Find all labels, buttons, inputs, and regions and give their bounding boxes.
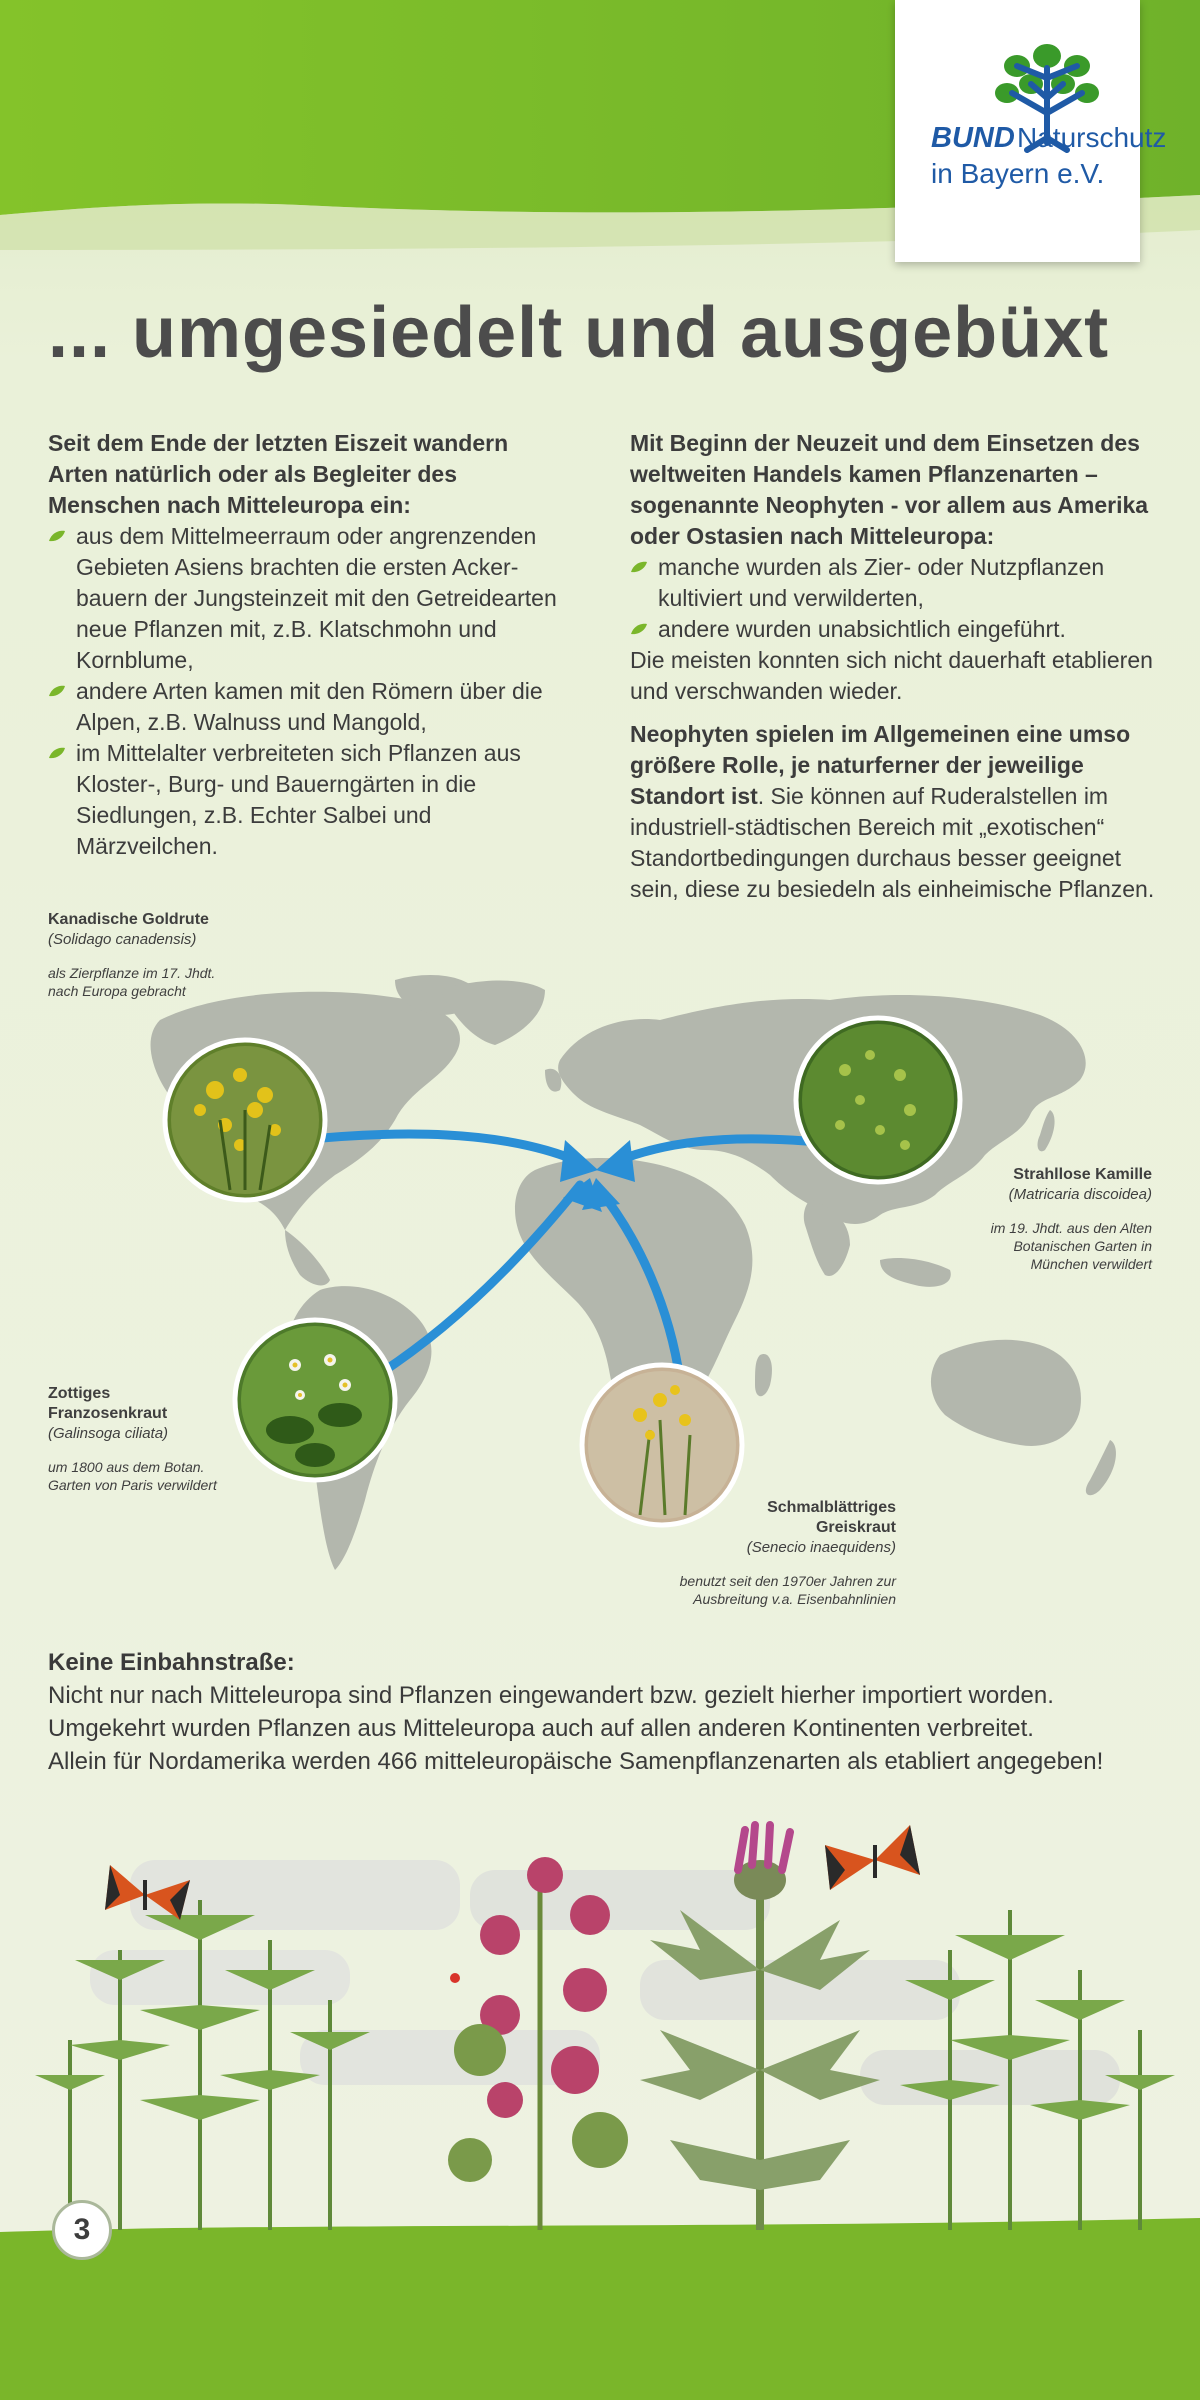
left-bullet: andere Arten kamen mit den Römern über die Alpen, z.B. Walnuss und Mangold,	[48, 676, 568, 738]
left-bullet: im Mittelalter verbreiteten sich Pflanzen aus Kloster-, Burg- und Bauerngärten in die Siedlungen, z.B. Echter Salbei und Märzveilchen.	[48, 738, 568, 862]
right-text2-rest: . Sie können auf Ruderalstellen im industriell-städtischen Bereich mit „exotischen“ Standortbedingungen durchaus besser geeignet sein, diese zu besiedeln als einheimische Pflanzen.	[630, 783, 1155, 902]
bottom-line: Umgekehrt wurden Pflanzen aus Mitteleuropa auch auf allen anderen Kontinenten verbreitet.	[48, 1715, 1034, 1742]
logo-brand: BUND	[931, 122, 1015, 154]
caption-greiskraut	[620, 1498, 896, 1608]
leaf-icon	[48, 747, 66, 759]
plant-latin: (Matricaria discoidea)	[1008, 1186, 1152, 1203]
leaf-icon	[48, 685, 66, 697]
nettle-leaves-left	[35, 1915, 370, 2120]
plant-name: Schmalblättriges Greiskraut	[767, 1499, 896, 1536]
plant-note: als Zierpflanze im 17. Jhdt. nach Europa gebracht	[48, 965, 216, 999]
plant-name: Zottiges Franzosenkraut	[48, 1385, 168, 1422]
plant-name: Strahllose Kamille	[1013, 1166, 1152, 1183]
bottom-line: Allein für Nordamerika werden 466 mitteleuropäische Samenpflanzenarten als etabliert angegeben!	[48, 1748, 1104, 1775]
left-lead: Seit dem Ende der letzten Eiszeit wandern Arten natürlich oder als Begleiter des Menschen nach Mitteleuropa ein:	[48, 430, 509, 518]
butterfly-icon	[105, 1865, 190, 1920]
bottom-heading: Keine Einbahnstraße:	[48, 1649, 295, 1676]
plant-illustration	[0, 1800, 1200, 2240]
right-column	[630, 428, 1155, 905]
nettle-leaves-right	[900, 1935, 1175, 2120]
butterfly-icon	[825, 1825, 920, 1890]
right-lead: Mit Beginn der Neuzeit und dem Einsetzen des weltweiten Handels kamen Pflanzenarten – sogenannte Neophyten - vor allem aus Amerika oder Ostasien nach Mitteleuropa:	[630, 430, 1149, 549]
right-bullet: manche wurden als Zier- oder Nutzpflanzen kultiviert und verwilderten,	[630, 552, 1155, 614]
page-title: ... umgesiedelt und ausgebüxt	[48, 293, 1110, 373]
left-column	[48, 428, 568, 862]
photo-goldrute	[165, 1040, 325, 1200]
photo-franzosenkraut	[235, 1320, 395, 1480]
world-map	[0, 960, 1200, 1640]
plant-note: benutzt seit den 1970er Jahren zur Ausbreitung v.a. Eisenbahnlinien	[679, 1573, 896, 1607]
right-bullet: andere wurden unabsichtlich eingeführt.	[630, 614, 1155, 645]
bund-logo[interactable]	[895, 0, 1167, 262]
caption-franzosenkraut	[48, 1384, 217, 1494]
plant-latin: (Galinsoga ciliata)	[48, 1425, 169, 1442]
nettle-plants-left	[70, 1900, 330, 2230]
leaf-icon	[630, 561, 648, 573]
leaf-icon	[630, 623, 648, 635]
leaf-icon	[48, 530, 66, 542]
plant-note: um 1800 aus dem Botan. Garten von Paris verwildert	[48, 1459, 217, 1493]
caption-kamille	[880, 1165, 1152, 1273]
caption-goldrute	[48, 910, 215, 1000]
plant-latin: (Solidago canadensis)	[48, 931, 197, 948]
mallow-flowers	[480, 1857, 610, 2118]
logo-line1: Naturschutz	[1017, 122, 1167, 153]
right-text2	[630, 719, 1155, 905]
plant-latin: (Senecio inaequidens)	[746, 1539, 896, 1556]
right-text1: Die meisten konnten sich nicht dauerhaft etablieren und verschwanden wieder.	[630, 647, 1153, 704]
bottom-line: Nicht nur nach Mitteleuropa sind Pflanzen eingewandert bzw. gezielt hierher importiert worden.	[48, 1682, 1054, 1709]
left-bullet: aus dem Mittelmeerraum oder angrenzenden Gebieten Asiens brachten die ersten Ackerbauern der Jungsteinzeit mit den Getreidearten neue Pflanzen mit, z.B. Klatschmohn und Kornblume,	[48, 521, 568, 676]
logo-line2: in Bayern e.V.	[931, 158, 1105, 189]
bottom-section	[48, 1646, 1103, 1778]
right-text2-bold: Neophyten spielen im Allgemeinen eine umso größere Rolle, je naturferner der jeweilige Standort ist	[630, 721, 1131, 809]
ladybug-icon	[450, 1973, 460, 1983]
plant-name: Kanadische Goldrute	[48, 911, 209, 928]
page-number: 3	[52, 2200, 112, 2260]
plant-note: im 19. Jhdt. aus den Alten Botanischen Garten in München verwildert	[990, 1220, 1152, 1272]
photo-kamille	[796, 1018, 960, 1182]
nettle-plants-right	[950, 1910, 1140, 2230]
